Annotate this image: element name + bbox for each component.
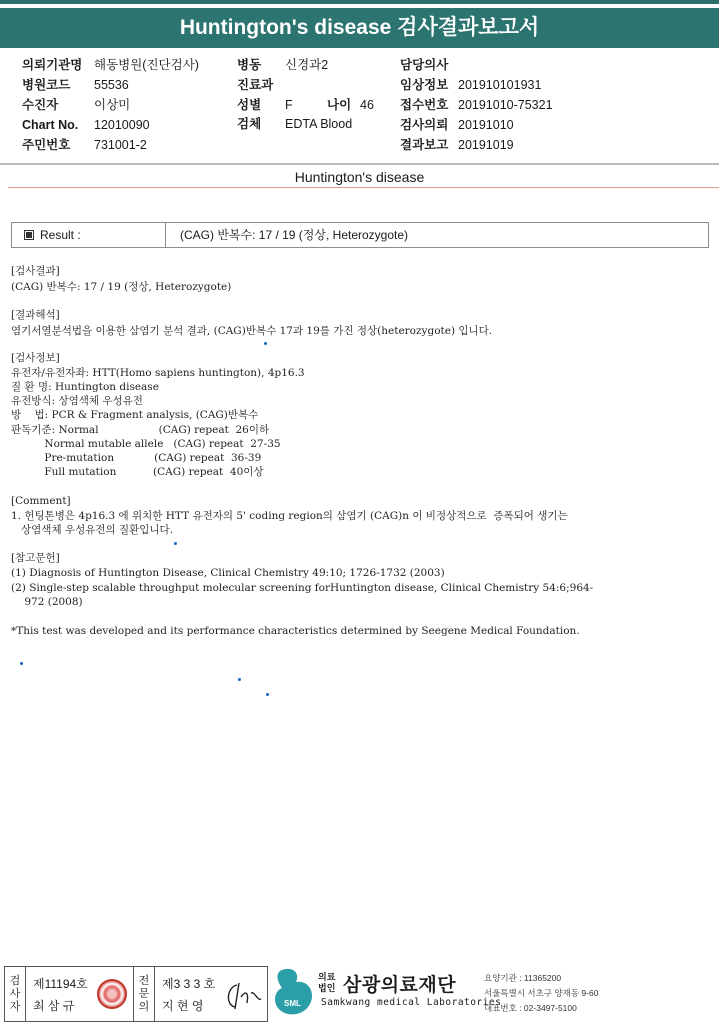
header-divider [0, 163, 719, 165]
result-text: (CAG) 반복수: 17 / 19 (정상, Heterozygote) [11, 281, 232, 293]
value-age: 46 [360, 98, 374, 112]
value-ward: 신경과2 [285, 58, 329, 72]
org-name: 삼광의료재단 [343, 975, 457, 996]
value-report-date: 20191019 [458, 138, 514, 152]
comment-heading: [Comment] [11, 495, 71, 507]
value-sex: F [285, 98, 293, 112]
label-report-date: 결과보고 [400, 138, 449, 152]
info-heading: [검사정보] [11, 352, 60, 364]
inspector-label-char: 자 [9, 1000, 21, 1013]
result-heading: [검사결과] [11, 265, 60, 277]
label-resident-no: 주민번호 [22, 138, 71, 152]
speck [174, 542, 177, 545]
result-value: (CAG) 반복수: 17 / 19 (정상, Heterozygote) [180, 228, 409, 242]
doctor-label-char: 의 [138, 1000, 150, 1013]
section-subtitle: Huntington's disease [294, 169, 425, 185]
subtitle-rule [8, 187, 719, 188]
logo-text: SML [284, 999, 301, 1008]
top-accent-line [0, 0, 719, 4]
doctor-label-char: 문 [138, 987, 150, 1000]
info-line: 유전방식: 상염색체 우성유전 [11, 395, 143, 407]
signature-icon [223, 977, 263, 1013]
value-request-date: 20191010 [458, 118, 514, 132]
interp-heading: [결과해석] [11, 309, 60, 321]
info-line: 판독기준: Normal (CAG) repeat 26이하 [11, 424, 270, 436]
org-address: 서울특별시 서초구 양재동 9-60 [484, 988, 599, 998]
value-clinical-info: 201910101931 [458, 78, 542, 92]
header-col2 [237, 55, 387, 155]
doctor-label [134, 967, 155, 1021]
org-code: 요양기관 : 11365200 [484, 973, 562, 983]
ref-heading: [참고문헌] [11, 552, 60, 564]
org-phone: 대표번호 : 02-3497-5100 [484, 1003, 577, 1013]
value-institution: 해동병원(진단검사) [94, 58, 199, 72]
result-box [11, 222, 709, 248]
inspector-name: 최 삼 규 [33, 999, 75, 1013]
label-chart-no: Chart No. [22, 118, 79, 132]
label-ward: 병동 [237, 58, 262, 72]
speck [238, 678, 241, 681]
disclaimer: *This test was developed and its performance characteristics determined by Seegene Medical Foundation. [11, 625, 580, 637]
inspector-license: 제11194호 [33, 977, 88, 991]
label-sex: 성별 [237, 98, 262, 112]
value-hospital-code: 55536 [94, 78, 129, 92]
org-prefix-line: 법인 [318, 983, 336, 993]
info-line: 유전자/유전자좌: HTT(Homo sapiens huntington), 4p16.3 [11, 367, 305, 379]
value-patient: 이상미 [94, 98, 131, 112]
info-line: 질 환 명: Huntington disease [11, 381, 159, 393]
info-line: Normal mutable allele (CAG) repeat 27-35 [11, 438, 281, 450]
speck [20, 662, 23, 665]
label-doctor: 담당의사 [400, 58, 449, 72]
value-chart-no: 12010090 [94, 118, 150, 132]
inspector-label-char: 검 [9, 974, 21, 987]
label-receipt-no: 접수번호 [400, 98, 449, 112]
info-line: Full mutation (CAG) repeat 40이상 [11, 466, 264, 478]
info-line: Pre-mutation (CAG) repeat 36-39 [11, 452, 262, 464]
doctor-name: 지 현 영 [162, 999, 204, 1013]
org-english-name: Samkwang medical Laboratories [321, 997, 502, 1008]
label-clinical-info: 임상정보 [400, 78, 449, 92]
value-specimen: EDTA Blood [285, 117, 353, 131]
label-request-date: 검사의뢰 [400, 118, 449, 132]
org-prefix [318, 972, 335, 994]
speck [264, 342, 267, 345]
label-department: 진료과 [237, 78, 274, 92]
ref-line: (1) Diagnosis of Huntington Disease, Clinical Chemistry 49:10; 1726-1732 (2003) [11, 567, 445, 579]
header-col1 [22, 55, 222, 155]
header-col3 [400, 55, 580, 155]
ref-line: 972 (2008) [11, 596, 83, 608]
label-institution: 의뢰기관명 [22, 58, 83, 72]
ref-line: (2) Single-step scalable throughput molecular screening forHuntington disease, Clinical Chemistry 54:6;964- [11, 582, 594, 594]
label-hospital-code: 병원코드 [22, 78, 71, 92]
sml-logo-icon [272, 966, 316, 1018]
value-receipt-no: 20191010-75321 [458, 98, 553, 112]
label-age: 나이 [327, 98, 352, 112]
inspector-label-char: 사 [9, 987, 21, 1000]
doctor-license: 제3 3 3 호 [162, 977, 216, 991]
checkbox-square-icon [24, 230, 34, 240]
comment-line: 1. 헌팅톤병은 4p16.3 에 위치한 HTT 유전자의 5' coding region의 삼염기 (CAG)n 이 비정상적으로 증폭되어 생기는 [11, 510, 568, 522]
speck [266, 693, 269, 696]
org-prefix-line: 의료 [318, 972, 336, 982]
interp-text: 염기서열분석법을 이용한 삼염기 분석 결과, (CAG)반복수 17과 19를 가진 정상(heterozygote) 입니다. [11, 325, 493, 337]
info-line: 방 법: PCR & Fragment analysis, (CAG)반복수 [11, 409, 259, 421]
result-label: Result : [40, 228, 81, 242]
official-seal-icon [97, 979, 127, 1009]
label-patient: 수진자 [22, 98, 59, 112]
doctor-label-char: 전 [138, 974, 150, 987]
comment-line: 상염색체 우성유전의 질환입니다. [11, 524, 174, 536]
report-title: Huntington's disease 검사결과보고서 [0, 8, 719, 48]
signature-box [4, 966, 268, 1022]
inspector-label [5, 967, 26, 1021]
result-label-cell [12, 223, 166, 247]
value-resident-no: 731001-2 [94, 138, 147, 152]
label-specimen: 검체 [237, 117, 262, 131]
